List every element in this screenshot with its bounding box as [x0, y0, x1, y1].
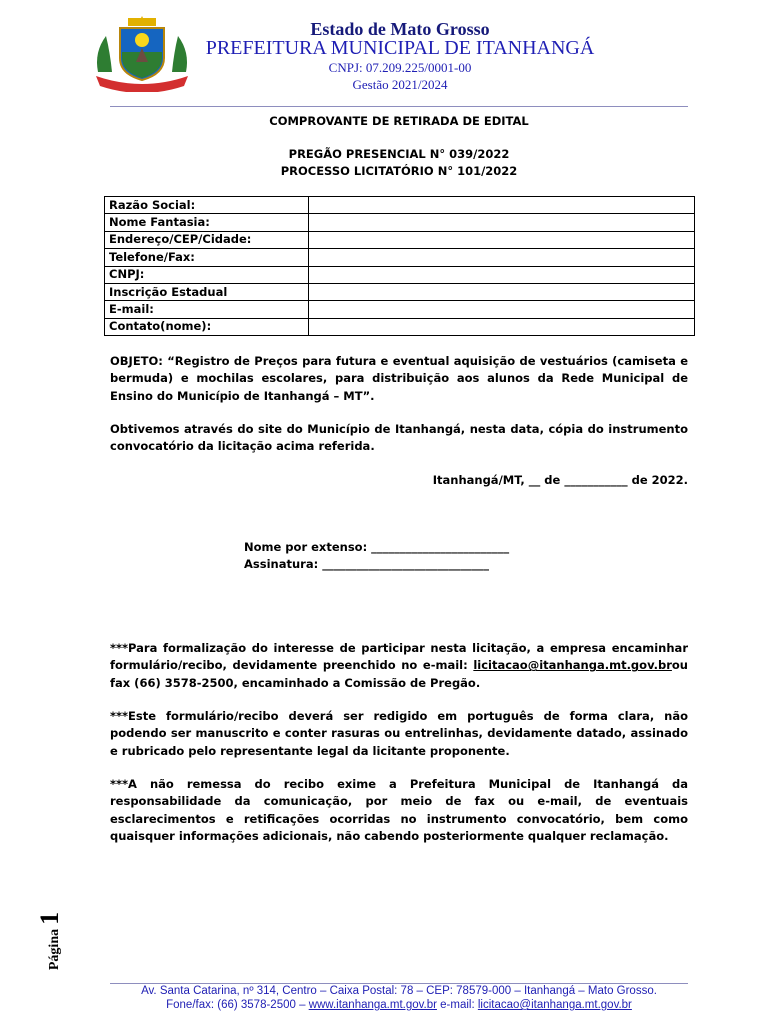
footer-contact: [110, 999, 688, 1011]
note-1-email-link[interactable]: licitacao@itanhanga.mt.gov.br: [473, 658, 672, 673]
footer-address: Av. Santa Catarina, nº 314, Centro – Caixa Postal: 78 – CEP: 78579-000 – Itanhangá – Mato Grosso.: [141, 985, 657, 997]
form-field-value[interactable]: [309, 214, 695, 231]
signature-line: Assinatura: _____________________________: [244, 557, 489, 571]
form-field-label: Telefone/Fax:: [105, 249, 309, 266]
header-state: Estado de Mato Grosso: [310, 19, 490, 39]
header-cnpj: CNPJ: 07.209.225/0001-00: [328, 60, 472, 75]
note-1-text: ***Para formalização do interesse de participar nesta licitação, a empresa encaminhar formulário/recibo, devidamente preenchido no e-mail:: [110, 641, 688, 673]
date-line: Itanhangá/MT, __ de ___________ de 2022.: [432, 473, 688, 487]
document-title: COMPROVANTE DE RETIRADA DE EDITAL: [269, 114, 529, 128]
form-field-label: Razão Social:: [105, 197, 309, 214]
form-field-label: Contato(nome):: [105, 318, 309, 335]
form-field-value[interactable]: [309, 266, 695, 283]
note-1: [110, 640, 688, 692]
footer-email-link[interactable]: licitacao@itanhanga.mt.gov.br: [477, 999, 632, 1011]
footer-email-label: e-mail:: [436, 999, 478, 1011]
objeto-paragraph: OBJETO: “Registro de Preços para futura e eventual aquisição de vestuários (camiseta e bermuda) e mochilas escolares, para distribuição aos alunos da Rede Municipal de Ensino do Município de Itanhangá – MT”.: [110, 354, 688, 403]
page-marker: [30, 896, 70, 986]
statement-paragraph: Obtivemos através do site do Município de Itanhangá, nesta data, cópia do instrumento convocatório da licitação acima referida.: [110, 422, 688, 454]
header-divider: [110, 106, 688, 107]
company-info-table: [104, 196, 695, 336]
form-row: [105, 214, 695, 231]
form-field-label: E-mail:: [105, 301, 309, 318]
form-row: [105, 318, 695, 335]
note-3: ***A não remessa do recibo exime a Prefeitura Municipal de Itanhangá da responsabilidade da comunicação, por meio de fax ou e-mail, de eventuais esclarecimentos e retificações ocorridas no instrumento convocatório, bem como quaisquer informações adicionais, não cabendo posteriormente qualquer reclamação.: [110, 777, 688, 843]
form-row: [105, 249, 695, 266]
form-row: [105, 283, 695, 300]
note-2: ***Este formulário/recibo deverá ser redigido em português de forma clara, não podendo ser manuscrito e conter rasuras ou entrelinhas, devidamente datado, assinado e rubricado pelo representante legal da licitante proponente.: [110, 709, 688, 758]
form-row: [105, 301, 695, 318]
form-field-value[interactable]: [309, 301, 695, 318]
form-field-value[interactable]: [309, 249, 695, 266]
form-row: [105, 231, 695, 248]
form-row: [105, 266, 695, 283]
header-city-hall: PREFEITURA MUNICIPAL DE ITANHANGÁ: [205, 37, 595, 59]
header-term: Gestão 2021/2024: [352, 77, 448, 92]
footer-divider: [110, 983, 688, 984]
note-1-tail: ou fax (66) 3578-2500, encaminhado a Comissão de Pregão.: [110, 658, 688, 690]
form-row: [105, 197, 695, 214]
form-field-value[interactable]: [309, 197, 695, 214]
form-field-label: Inscrição Estadual: [105, 283, 309, 300]
form-field-label: Nome Fantasia:: [105, 214, 309, 231]
footer-phone: Fone/fax: (66) 3578-2500 –: [166, 999, 309, 1011]
form-field-value[interactable]: [309, 283, 695, 300]
pregao-number: PREGÃO PRESENCIAL N° 039/2022: [288, 147, 510, 161]
page-label: Página: [47, 928, 62, 971]
form-field-label: CNPJ:: [105, 266, 309, 283]
processo-number: PROCESSO LICITATÓRIO N° 101/2022: [280, 164, 518, 178]
form-field-value[interactable]: [309, 318, 695, 335]
form-field-value[interactable]: [309, 231, 695, 248]
footer-website-link[interactable]: www.itanhanga.mt.gov.br: [308, 999, 437, 1011]
form-field-label: Endereço/CEP/Cidade:: [105, 231, 309, 248]
name-line: Nome por extenso: ________________________: [244, 540, 510, 554]
page-number: 1: [35, 911, 64, 925]
